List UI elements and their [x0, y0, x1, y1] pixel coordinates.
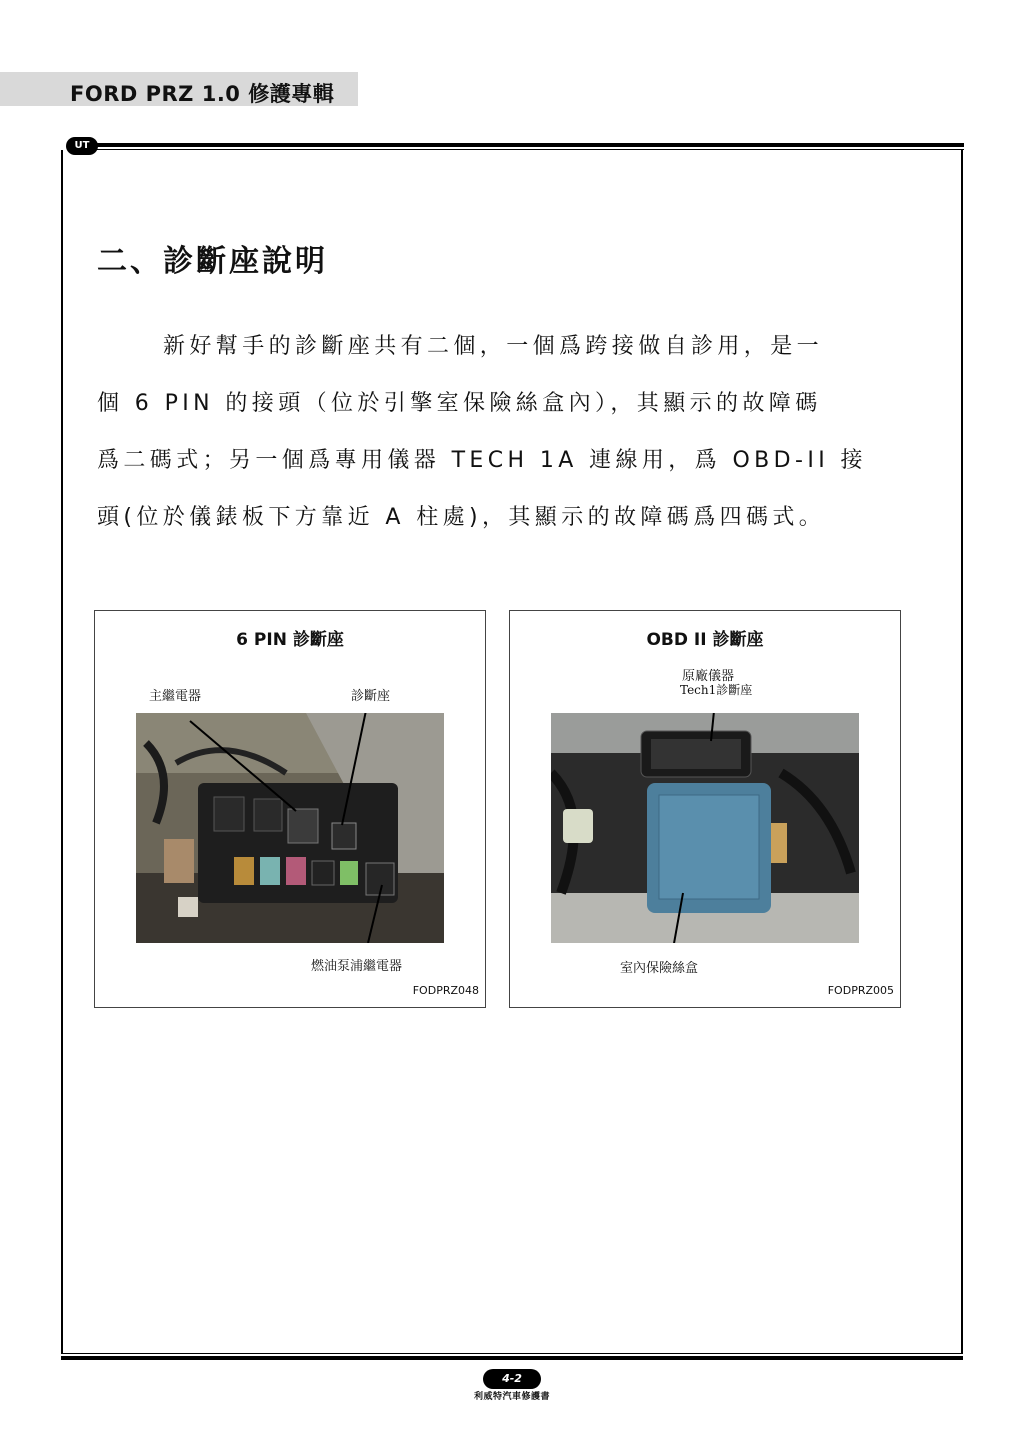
body-line: 頭(位於儀錶板下方靠近 A 柱處)，其顯示的故障碼爲四碼式。 [97, 505, 826, 530]
figure-code: FODPRZ048 [412, 984, 479, 997]
header-title: FORD PRZ 1.0 修護專輯 [70, 82, 335, 106]
tool-label-line1: 原廠儀器 [682, 669, 735, 684]
body-line: 爲二碼式；另一個爲專用儀器 TECH 1A 連線用，爲 OBD-II 接 [97, 448, 867, 473]
frame-bottom-rule [61, 1356, 963, 1360]
page-number-badge: 4-2 [483, 1369, 541, 1389]
tool-label-line2: Tech1診斷座 [680, 683, 753, 697]
engine-fusebox-photo [136, 713, 444, 943]
interior-fusebox-label: 室內保險絲盒 [620, 961, 699, 976]
figure-code: FODPRZ005 [827, 984, 894, 997]
figure-title: OBD II 診斷座 [646, 630, 764, 650]
publisher-logo: UT [66, 137, 98, 155]
figure-title: 6 PIN 診斷座 [236, 630, 344, 650]
body-line: 個 6 PIN 的接頭（位於引擎室保險絲盒內），其顯示的故障碼 [97, 391, 822, 416]
main-relay-label: 主繼電器 [149, 689, 202, 704]
body-line: 新好幫手的診斷座共有二個，一個爲跨接做自診用，是一 [163, 334, 824, 359]
publisher-caption: 利威特汽車修護書 [473, 1392, 550, 1402]
figure-6pin [94, 610, 486, 1008]
frame-left-border [61, 150, 63, 1354]
frame-bottom-thin-rule [61, 1353, 963, 1354]
fuel-pump-relay-label: 燃油泵浦繼電器 [311, 959, 403, 974]
body-paragraph [97, 318, 897, 546]
frame-right-border [961, 150, 963, 1354]
frame-top-rule [84, 143, 964, 147]
obd2-connector-photo [551, 713, 859, 943]
frame-top-thin-rule [84, 149, 964, 150]
figure-obd2 [509, 610, 901, 1008]
section-title: 二、診斷座說明 [97, 244, 328, 279]
diagnostic-connector-label: 診斷座 [351, 689, 391, 704]
